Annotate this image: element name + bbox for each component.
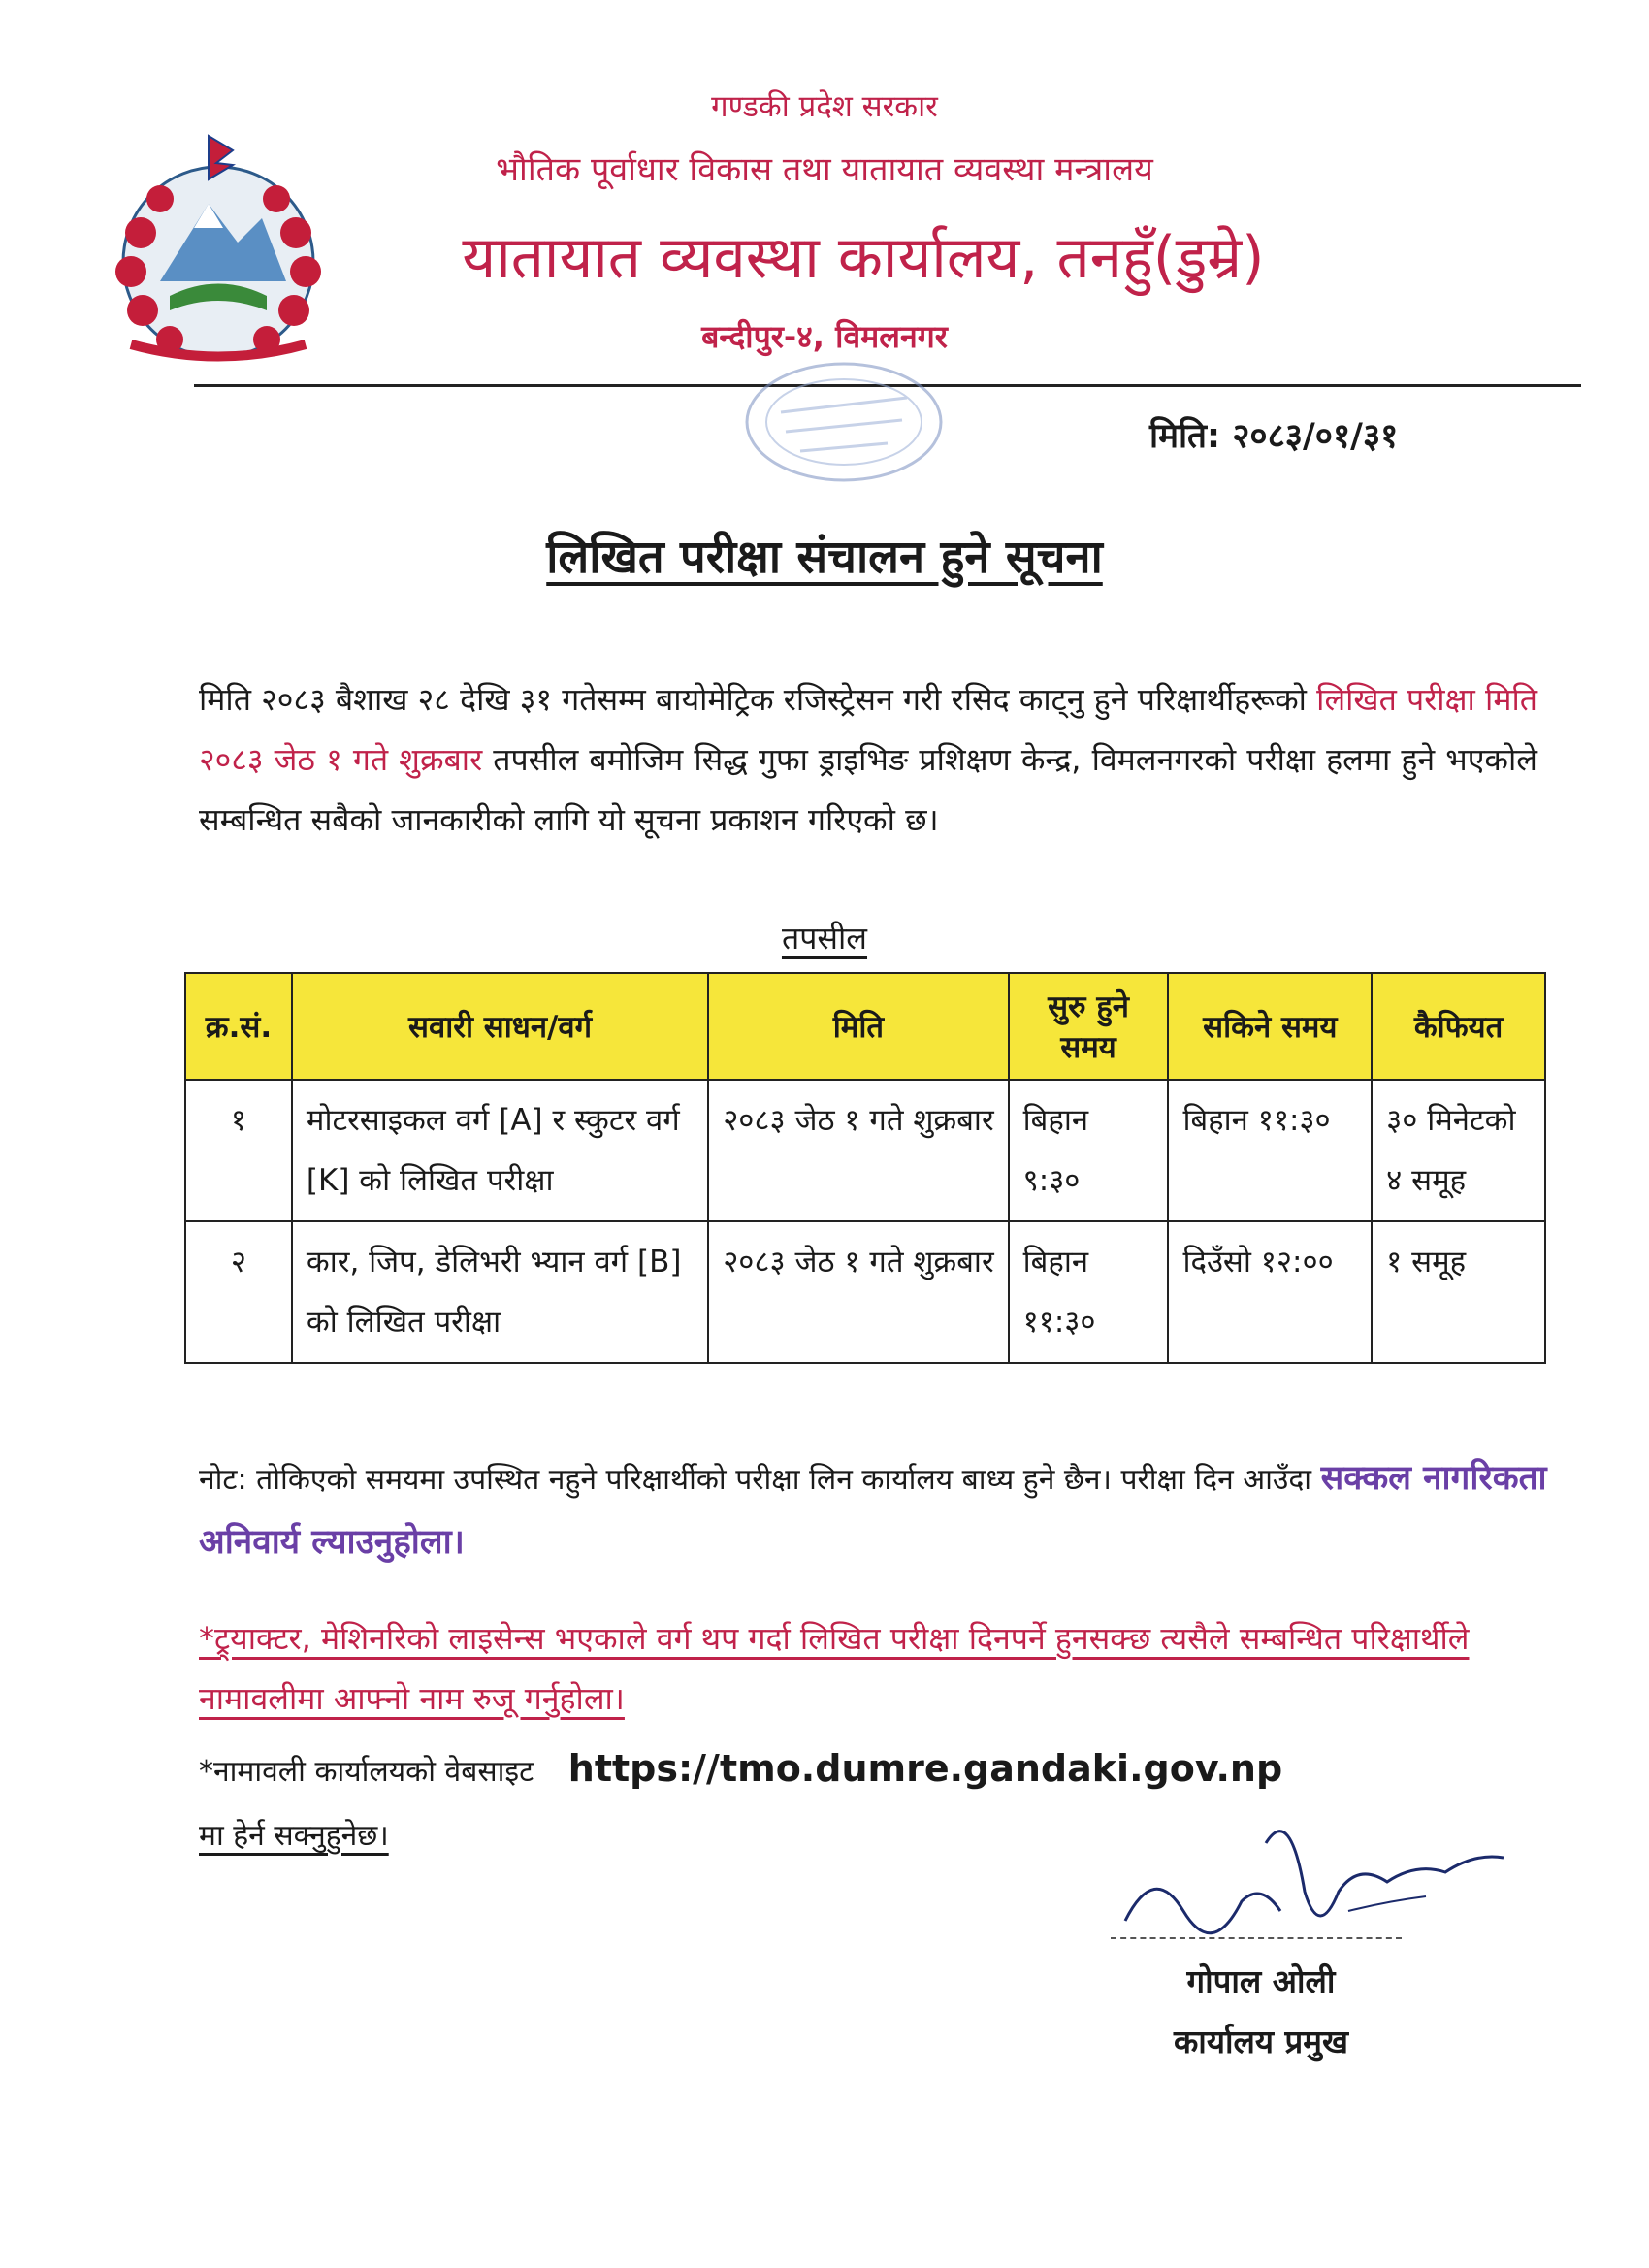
cell-end-time: दिउँसो १२:०० — [1168, 1221, 1372, 1363]
signatory-designation: कार्यालय प्रमुख — [1173, 2023, 1349, 2060]
notice-title-text: लिखित परीक्षा संचालन हुने सूचना — [546, 531, 1103, 584]
column-header-date: मिति — [708, 973, 1008, 1080]
government-name: गण्डकी प्रदेश सरकार — [711, 89, 938, 124]
office-address: बन्दीपुर-४, विमलनगर — [701, 318, 948, 355]
signatory-block — [1096, 1952, 1426, 2072]
column-header-serial: क्र.सं. — [185, 973, 292, 1080]
cell-end-time: बिहान ११:३० — [1168, 1080, 1372, 1221]
cell-serial: २ — [185, 1221, 292, 1363]
attendance-note — [199, 1447, 1557, 1575]
attendance-note-text: नोट: तोकिएको समयमा उपस्थित नहुने परिक्षार्थीको परीक्षा लिन कार्यालय बाध्य हुने छैन। परीक्षा दिन आउँदा — [199, 1463, 1321, 1497]
cell-remarks: १ समूह — [1372, 1221, 1545, 1363]
column-header-end-time: सकिने समय — [1168, 973, 1372, 1080]
cell-serial: १ — [185, 1080, 292, 1221]
cell-start-time: बिहान ११:३० — [1009, 1221, 1169, 1363]
notice-title — [0, 524, 1649, 586]
cell-vehicle-class: मोटरसाइकल वर्ग [A] र स्कुटर वर्ग [K] को लिखित परीक्षा — [292, 1080, 708, 1221]
cell-date: २०८३ जेठ १ गते शुक्रबार — [708, 1080, 1008, 1221]
exam-date-highlight: लिखित परीक्षा मिति २०८३ जेठ १ गते शुक्रबार — [199, 681, 1537, 778]
table-row — [185, 1221, 1545, 1363]
column-header-remarks: कैफियत — [1372, 973, 1545, 1080]
cell-date: २०८३ जेठ १ गते शुक्रबार — [708, 1221, 1008, 1363]
table-caption-text: तपसील — [781, 920, 868, 956]
paragraph-part-1: मिति २०८३ बैशाख २८ देखि ३१ गतेसम्म बायोमेट्रिक रजिस्ट्रेसन गरी रसिद काट्नु हुने परिक्षार्थीहरूको — [199, 681, 1317, 718]
tractor-license-note-text: *ट्र्याक्टर, मेशिनरिको लाइसेन्स भएकाले वर्ग थप गर्दा लिखित परीक्षा दिनपर्ने हुनसक्छ त्यसैले सम्बन्धित परिक्षार्थीले नामावलीमा आफ्नो नाम रुजू गर्नुहोला। — [199, 1620, 1470, 1717]
website-note-prefix: *नामावली कार्यालयको वेबसाइट — [199, 1755, 534, 1789]
ministry-name: भौतिक पूर्वाधार विकास तथा यातायात व्यवस्था मन्त्रालय — [496, 150, 1153, 189]
paragraph-part-2: तपसील बमोजिम सिद्ध गुफा ड्राइभिङ प्रशिक्षण केन्द्र, विमलनगरको परीक्षा हलमा हुने भएकोले सम्बन्धित सबैको जानकारीको लागि यो सूचना प्रकाशन गरिएको छ। — [199, 741, 1537, 838]
cell-remarks: ३० मिनेटको ४ समूह — [1372, 1080, 1545, 1221]
tractor-license-note — [199, 1608, 1557, 1729]
table-row — [185, 1080, 1545, 1221]
cell-vehicle-class: कार, जिप, डेलिभरी भ्यान वर्ग [B] को लिखित परीक्षा — [292, 1221, 708, 1363]
column-header-start-time: सुरु हुने समय — [1009, 973, 1169, 1080]
signatory-name: गोपाल ओली — [1186, 1962, 1336, 2000]
exam-schedule-table — [184, 972, 1546, 1364]
cell-start-time: बिहान ९:३० — [1009, 1080, 1169, 1221]
notice-paragraph — [199, 669, 1537, 850]
handwritten-signature — [1096, 1804, 1523, 1950]
nepal-emblem-icon — [102, 126, 335, 369]
notice-date: मिति: २०८३/०१/३१ — [1149, 417, 1399, 456]
column-header-vehicle-class: सवारी साधन/वर्ग — [292, 973, 708, 1080]
office-name: यातायात व्यवस्था कार्यालय, तनहुँ(डुम्रे) — [462, 224, 1265, 292]
website-note-suffix: मा हेर्न सक्नुहुनेछ। — [199, 1819, 389, 1853]
signature-line — [1111, 1937, 1402, 1939]
table-caption — [0, 917, 1649, 958]
office-seal-icon — [732, 354, 955, 490]
citizenship-requirement: सक्कल नागरिकता अनिवार्य ल्याउनुहोला। — [199, 1459, 1547, 1562]
website-link[interactable]: https://tmo.dumre.gandaki.gov.np — [567, 1747, 1283, 1790]
table-header-row — [185, 973, 1545, 1080]
